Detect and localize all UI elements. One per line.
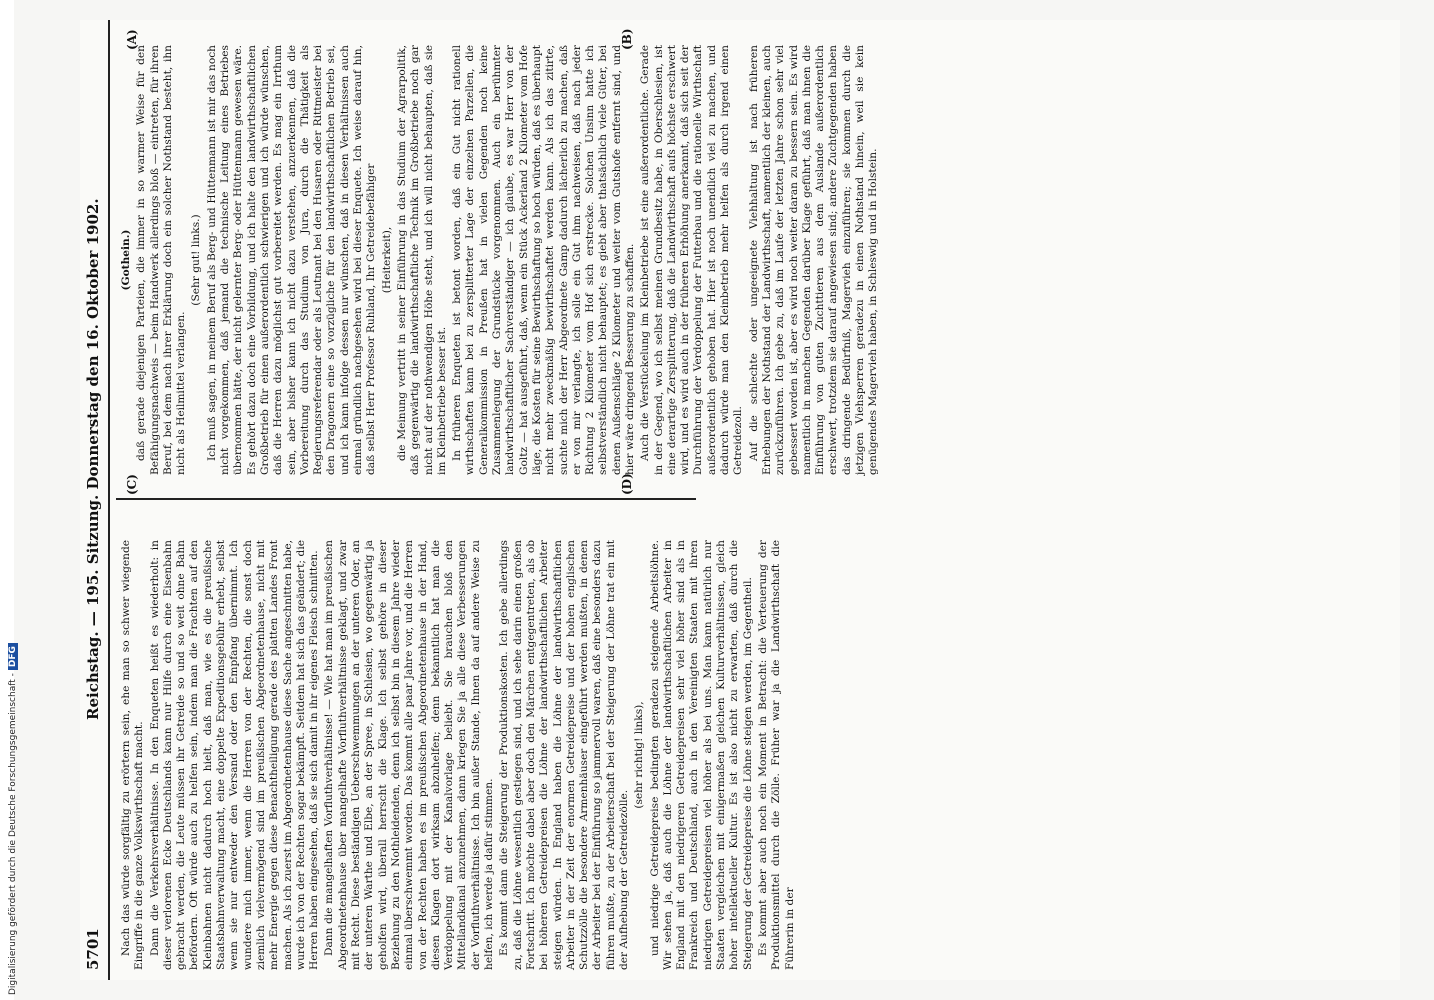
interjection: (Heiterkeit), xyxy=(380,226,393,294)
paragraph: Auch die Verstückelung im Kleinbetriebe ist eine außerordentliche. Gerade in der Gegend, wo ich selbst meinen Grundbesitz habe, in Oberschlesien, ist eine derartige Zersplitterung, daß die Landwirthschaft aufs höchste erschwert wird, und es wird auch in der früheren Erhöhung anerkannt, daß sich seit der Durchführung der Verdoppelung der Futterbau und die rationelle Wirthschaft außerordentlich gehoben hat. Hier ist noch unendlich viel zu machen, und dadurch würde man den Kleinbetrieb mehr helfen als durch irgend einen Getreidezoll. xyxy=(639,45,745,475)
page-number: 5701 xyxy=(84,928,102,970)
paragraph: daß gerade diejenigen Parteien, die immer in so warmer Weise für den Befähigungsnachweis — beim Handwerk allerdings bloß — eintreten, für ihren Beruf, bei dem nach ihrer Erklärung doch ein solcher Nothstand besteht, ihn nicht als Heilmittel verlangen. xyxy=(135,45,188,475)
paragraph: Es kommt aber auch noch ein Moment in Betracht: die Verteuerung der Produktionsmittel durch die Zölle. Früher war ja die Landwirthschaft die Führerin in der xyxy=(756,540,796,970)
text-column-right xyxy=(120,45,883,475)
page-header xyxy=(80,30,108,970)
document-page xyxy=(80,20,1400,980)
paragraph: Dann die Verkehrsverhältnisse. In den Enqueten heißt es wiederholt: in dieser verlorenen Ecke Deutschlands kann nur Hilfe durch eine Eisenbahn gebracht werden, die Leute müssen ihr Getreide so und so weit ohne Bahn befördern. Oft würde auch zu helfen sein, indem man die Frachten auf den Kleinbahnen nicht dadurch hoch hielt, daß man, wie es die preußische Staatsbahnverwaltung macht, eine doppelte Expeditionsgebühr erhebt, selbst wenn sie nur entweder den Versand oder den Empfang übernimmt. Ich wundere mich immer, wenn die Herren von der Rechten, die sonst doch ziemlich vielvermögend sind im preußischen Abgeordnetenhause, nicht mit mehr Energie gegen diese Benachtheiligung gerade des platten Landes Front machen. Als ich zuerst im Abgeordnetenhause diese Sache angeschnitten habe, wurde ich von der Rechten sogar bekämpft. Seitdem hat sich das geändert; die Herren haben eingesehen, daß sie sich damit in ihr eigenes Fleisch schnitten. xyxy=(148,540,321,970)
paragraph: Es kommt dann die Steigerung der Produktionskosten. Ich gebe allerdings zu, daß die Löhne wesentlich gestiegen sind, und ich sehe darin einen großen Fortschritt. Ich möchte dabei aber doch den Märchen entgegentreten, als ob bei höheren Getreidepreisen die Löhne der landwirthschaftlichen Arbeiter steigen würden. In England haben die Löhne der landwirthschaftlichen Arbeiter in der Zeit der enormen Getreidepreise und der hohen englischen Schutzzölle die besondere Armenhäuser eingeführt werden mußten, in denen der Arbeiter bei der Einführung so jammervoll waren, daß eine besonders dazu führen mußte, zu der Arbeiterschaft bei der Steigerung der Löhne trat ein mit der Aufhebung der Getreidezölle. xyxy=(498,540,630,970)
margin-marker-b: (B) xyxy=(620,28,634,50)
paragraph: Nach das würde sorgfältig zu erörtern sein, ehe man so schwer wiegende Eingriffe in die ganze Volkswirthschaft macht. xyxy=(120,540,146,970)
header-rule xyxy=(108,20,110,980)
paragraph: Auf die schlechte oder ungeeignete Viehhaltung ist nach früheren Erhebungen der Nothstand der Landwirthschaft, namentlich der kleinen, auch zurückzuführen. Ich gebe zu, daß im Laufe der letzten Jahre schon sehr viel gebessert worden ist, aber es wird noch weiter daran zu bessern sein. Es wird namentlich in manchen Gegenden darüber Klage geführt, daß man ihnen die Einführung von guten Zuchttieren aus dem Auslande außerordentlich erschwert, trotzdem sie darauf angewiesen sind; andere Zuchtgegenden haben das dringende Bedürfniß, Magervieh einzuführen; sie kommen durch die jetzigen Viehsperren geradezu in einen Nothstand hinein, weil sie kein genügendes Magervieh haben, in Schleswig und in Holstein. xyxy=(747,45,880,475)
dfg-logo: DFG xyxy=(8,643,18,670)
margin-marker-c: (C) xyxy=(125,474,139,495)
margin-marker-d: (D) xyxy=(620,473,634,495)
text-column-left xyxy=(120,540,799,970)
interjection: (sehr richtig! links), xyxy=(633,701,646,809)
margin-marker-a: (A) xyxy=(125,29,139,50)
rotated-text-block xyxy=(80,20,1400,980)
credit-text: Digitalisierung gefördert durch die Deutsche Forschungsgemeinschaft - xyxy=(8,673,18,995)
interjection: (Sehr gut! links.) xyxy=(190,214,203,306)
paragraph: und niedrige Getreidepreise bedingten geradezu steigende Arbeitslöhne. Wir sehen ja, daß auch die Löhne der landwirthschaftlichen Arbeiter in England mit den niedrigeren Getreidepreisen sehr viel höher sind als in Frankreich und Deutschland, auch in den Vereinigten Staaten mit ihren niedrigen Getreidepreisen viel höher als bei uns. Man kann natürlich nur Staaten vergleichen mit einigermaßen gleichen Kulturverhältnissen, gleich hoher intellektueller Kultur. Es ist also nicht zu erwarten, daß durch die Steigerung der Getreidepreise die Löhne steigen werden, im Gegentheil. xyxy=(648,540,754,970)
speaker-name: (Gothein.) xyxy=(120,229,132,291)
paragraph: Ich muß sagen, in meinem Beruf als Berg- und Hüttenmann ist mir das noch nicht vorgekommen, daß jemand die technische Leitung eines Betriebes übernommen hätte, der nicht gelernter Berg- oder Hüttenmann gewesen wäre. Es gehört dazu doch eine Vorbildung, und ich halte den landwirthschaftlichen Großbetrieb für einen außerordentlich schwierigen und ich würde wünschen, daß die Herren dazu möglichst gut vorbereitet werden. Es mag ein Irrthum sein, aber bisher kann ich nicht dazu verstehen, anzuerkennen, daß die Vorbereitung durch das Studium von Jura, durch die Thätigkeit als Regierungsreferendar oder als Leutnant bei den Husaren oder Rittmeister bei den Dragonern eine so vorzügliche für den landwirthschaftlichen Betrieb sei, und ich kann infolge dessen nur wünschen, daß in diesen Verhältnissen auch einmal gründlich nachgesehen wird bei dieser Enquete. Ich weise darauf hin, daß selbst Herr Professor Ruhland, Ihr Getreidebefähiger xyxy=(205,45,378,475)
digitization-credit xyxy=(8,643,18,995)
column-separator xyxy=(116,498,696,500)
paragraph: In früheren Enqueten ist betont worden, daß ein Gut nicht rationell wirthschaften kann bei zu zersplitterter Lage der einzelnen Parzellen, die Generalkommission in Preußen hat in vielen Gegenden noch keine Zusammenlegung der Grundstücke vorgenommen. Auch ein berühmter landwirthschaftlicher Sachverständiger — ich glaube, es war Herr von der Goltz — hat ausgeführt, daß, wenn ein Stück Ackerland 2 Kilometer vom Hofe läge, die Kosten für seine Bewirthschaftung so hoch würden, daß es überhaupt nicht mehr zweckmäßig bewirthschaftet werden kann. Als ich das zitirte, suchte mich der Herr Abgeordnete Gamp dadurch lächerlich zu machen, daß er von mir verlangte, ich solle ein Gut ihm nachweisen, daß nach jeder Richtung 2 Kilometer vom Hof sich erstrecke. Solchen Unsinn hatte ich selbstverständlich nicht behauptet; es giebt aber thatsächlich viele Güter, bei denen Außenschläge 2 Kilometer und weiter vom Gutshofe entfernt sind, und hier wäre dringend Besserung zu schaffen. xyxy=(451,45,636,475)
paragraph: die Meinung vertritt in seiner Einführung in das Studium der Agrarpolitik, daß gegenwärtig die landwirthschaftliche Technik im Großbetriebe noch gar nicht auf der nothwendigen Höhe steht, und ich will nicht behaupten, daß sie im Kleinbetriebe besser ist. xyxy=(395,45,448,475)
paragraph: Dann die mangelhaften Vorfluthverhältnisse! — Wie hat man im preußischen Abgeordnetenhause über mangelhafte Vorfluthverhältnisse geklagt, und zwar mit Recht. Diese beständigen Ueberschwemmungen an der unteren Oder, an der unteren Warthe und Elbe, an der Spree, in Schlesien, wo gegenwärtig ja geholfen wird, überall herrscht die Klage. Ich selbst gehöre in dieser Beziehung zu den Nothleidenden, denn ich selbst bin in diesem Jahre wieder einmal überschwemmt worden. Das kommt alle paar Jahre vor, und die Herren von der Rechten haben es im preußischen Abgeordnetenhause in der Hand, diesen Klagen dort wirksam abzuhelfen; denn bekanntlich hat man die Verdoppelung mit der Kanalvorlage beliebt. Sie brauchen bloß den Mittellandkanal anzunehmen, dann kriegen Sie ja alle diese Verbesserungen der Vorfluthverhältnisse. Ich bin außer Stande, Ihnen da auf andere Weise zu helfen, ich werde ja dafür stimmen. xyxy=(323,540,496,970)
page-title: Reichstag. — 195. Sitzung. Donnerstag den 16. Oktober 1902. xyxy=(84,198,102,720)
